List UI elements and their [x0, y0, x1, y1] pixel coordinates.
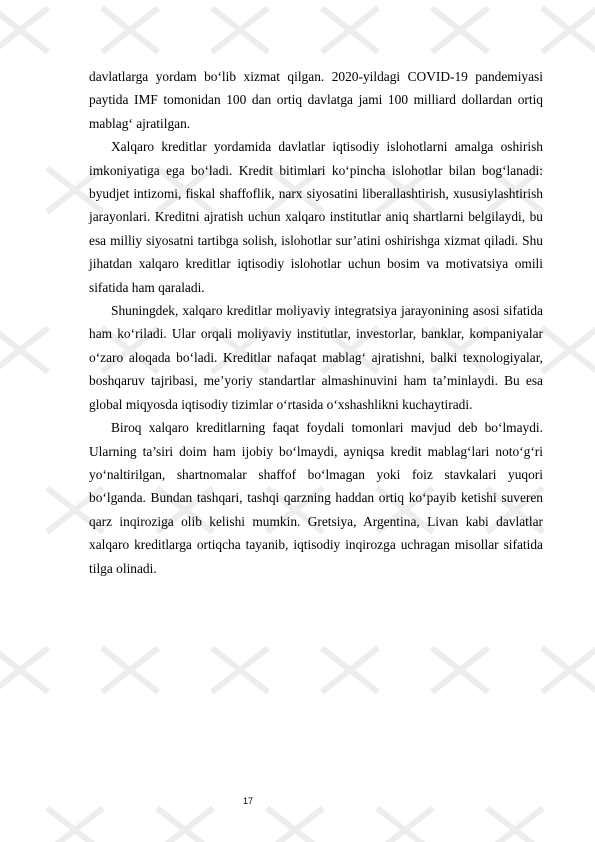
watermark-mark — [432, 8, 488, 52]
paragraph: Biroq xalqaro kreditlarning faqat foydali tomonlari mavjud deb bo‘lmaydi. Ularning ta’siri doim ham ijobiy bo‘lmaydi, ayniqsa kredit mablag‘lari noto‘g‘ri yo‘naltirilgan, shartnomalar shaffof bo‘lmagan yoki foiz stavkalari yuqori bo‘lganda. Bundan tashqari, tashqi qarzning haddan ortiq ko‘payib ketishi suveren qarz inqiroziga olib kelishi mumkin. Gretsiya, Argentina, Livan kabi davlatlar xalqaro kreditlarga ortiqcha tayanib, iqtisodiy inqirozga uchragan misollar sifatida tilga olinadi. — [89, 420, 543, 576]
watermark-mark — [102, 8, 158, 52]
watermark-mark — [322, 8, 378, 52]
watermark-mark — [432, 648, 488, 692]
watermark-mark — [0, 8, 48, 52]
watermark-mark — [377, 808, 433, 842]
watermark-mark — [542, 328, 595, 372]
watermark-mark — [102, 648, 158, 692]
watermark-mark — [212, 8, 268, 52]
watermark-mark — [47, 808, 103, 842]
watermark-mark — [212, 648, 268, 692]
watermark-mark — [0, 648, 48, 692]
paragraph: davlatlarga yordam bo‘lib xizmat qilgan. 2020-yildagi COVID-19 pandemiyasi paytida IMF tomonidan 100 dan ortiq davlatga jami 100 milliard dollardan ortiq mablag‘ ajratilgan. — [89, 69, 543, 131]
document-body — [89, 65, 543, 580]
watermark-mark — [542, 8, 595, 52]
watermark-mark — [487, 808, 543, 842]
watermark-mark — [0, 328, 48, 372]
page-number: 17 — [242, 796, 253, 806]
paragraph: Xalqaro kreditlar yordamida davlatlar iqtisodiy islohotlarni amalga oshirish imkoniyatiga ega bo‘ladi. Kredit bitimlari ko‘pincha islohotlar bilan bog‘lanadi: byudjet intizomi, fiskal shaffoflik, narx siyosatini liberallashtirish, xususiylashtirish jarayonlari. Kreditni ajratish uchun xalqaro institutlar aniq shartlarni belgilaydi, bu esa milliy siyosatni tartibga solish, islohotlar sur’atini oshirishga xizmat qiladi. Shu jihatdan xalqaro kreditlar iqtisodiy islohotlar uchun bosim va motivatsiya omili sifatida ham qaraladi. — [89, 139, 543, 295]
watermark-mark — [267, 808, 323, 842]
watermark-mark — [157, 808, 213, 842]
paragraph: Shuningdek, xalqaro kreditlar moliyaviy integratsiya jarayonining asosi sifatida ham ko‘riladi. Ular orqali moliyaviy institutlar, investorlar, banklar, kompaniyalar o‘zaro aloqada bo‘ladi. Kreditlar nafaqat mablag‘ ajratishni, balki texnologiyalar, boshqaruv tajribasi, me’yoriy standartlar almashinuvini ham ta’minlaydi. Bu esa global miqyosda iqtisodiy tizimlar o‘rtasida o‘xshashlikni kuchaytiradi. — [89, 303, 543, 412]
watermark-mark — [322, 648, 378, 692]
watermark-mark — [542, 648, 595, 692]
